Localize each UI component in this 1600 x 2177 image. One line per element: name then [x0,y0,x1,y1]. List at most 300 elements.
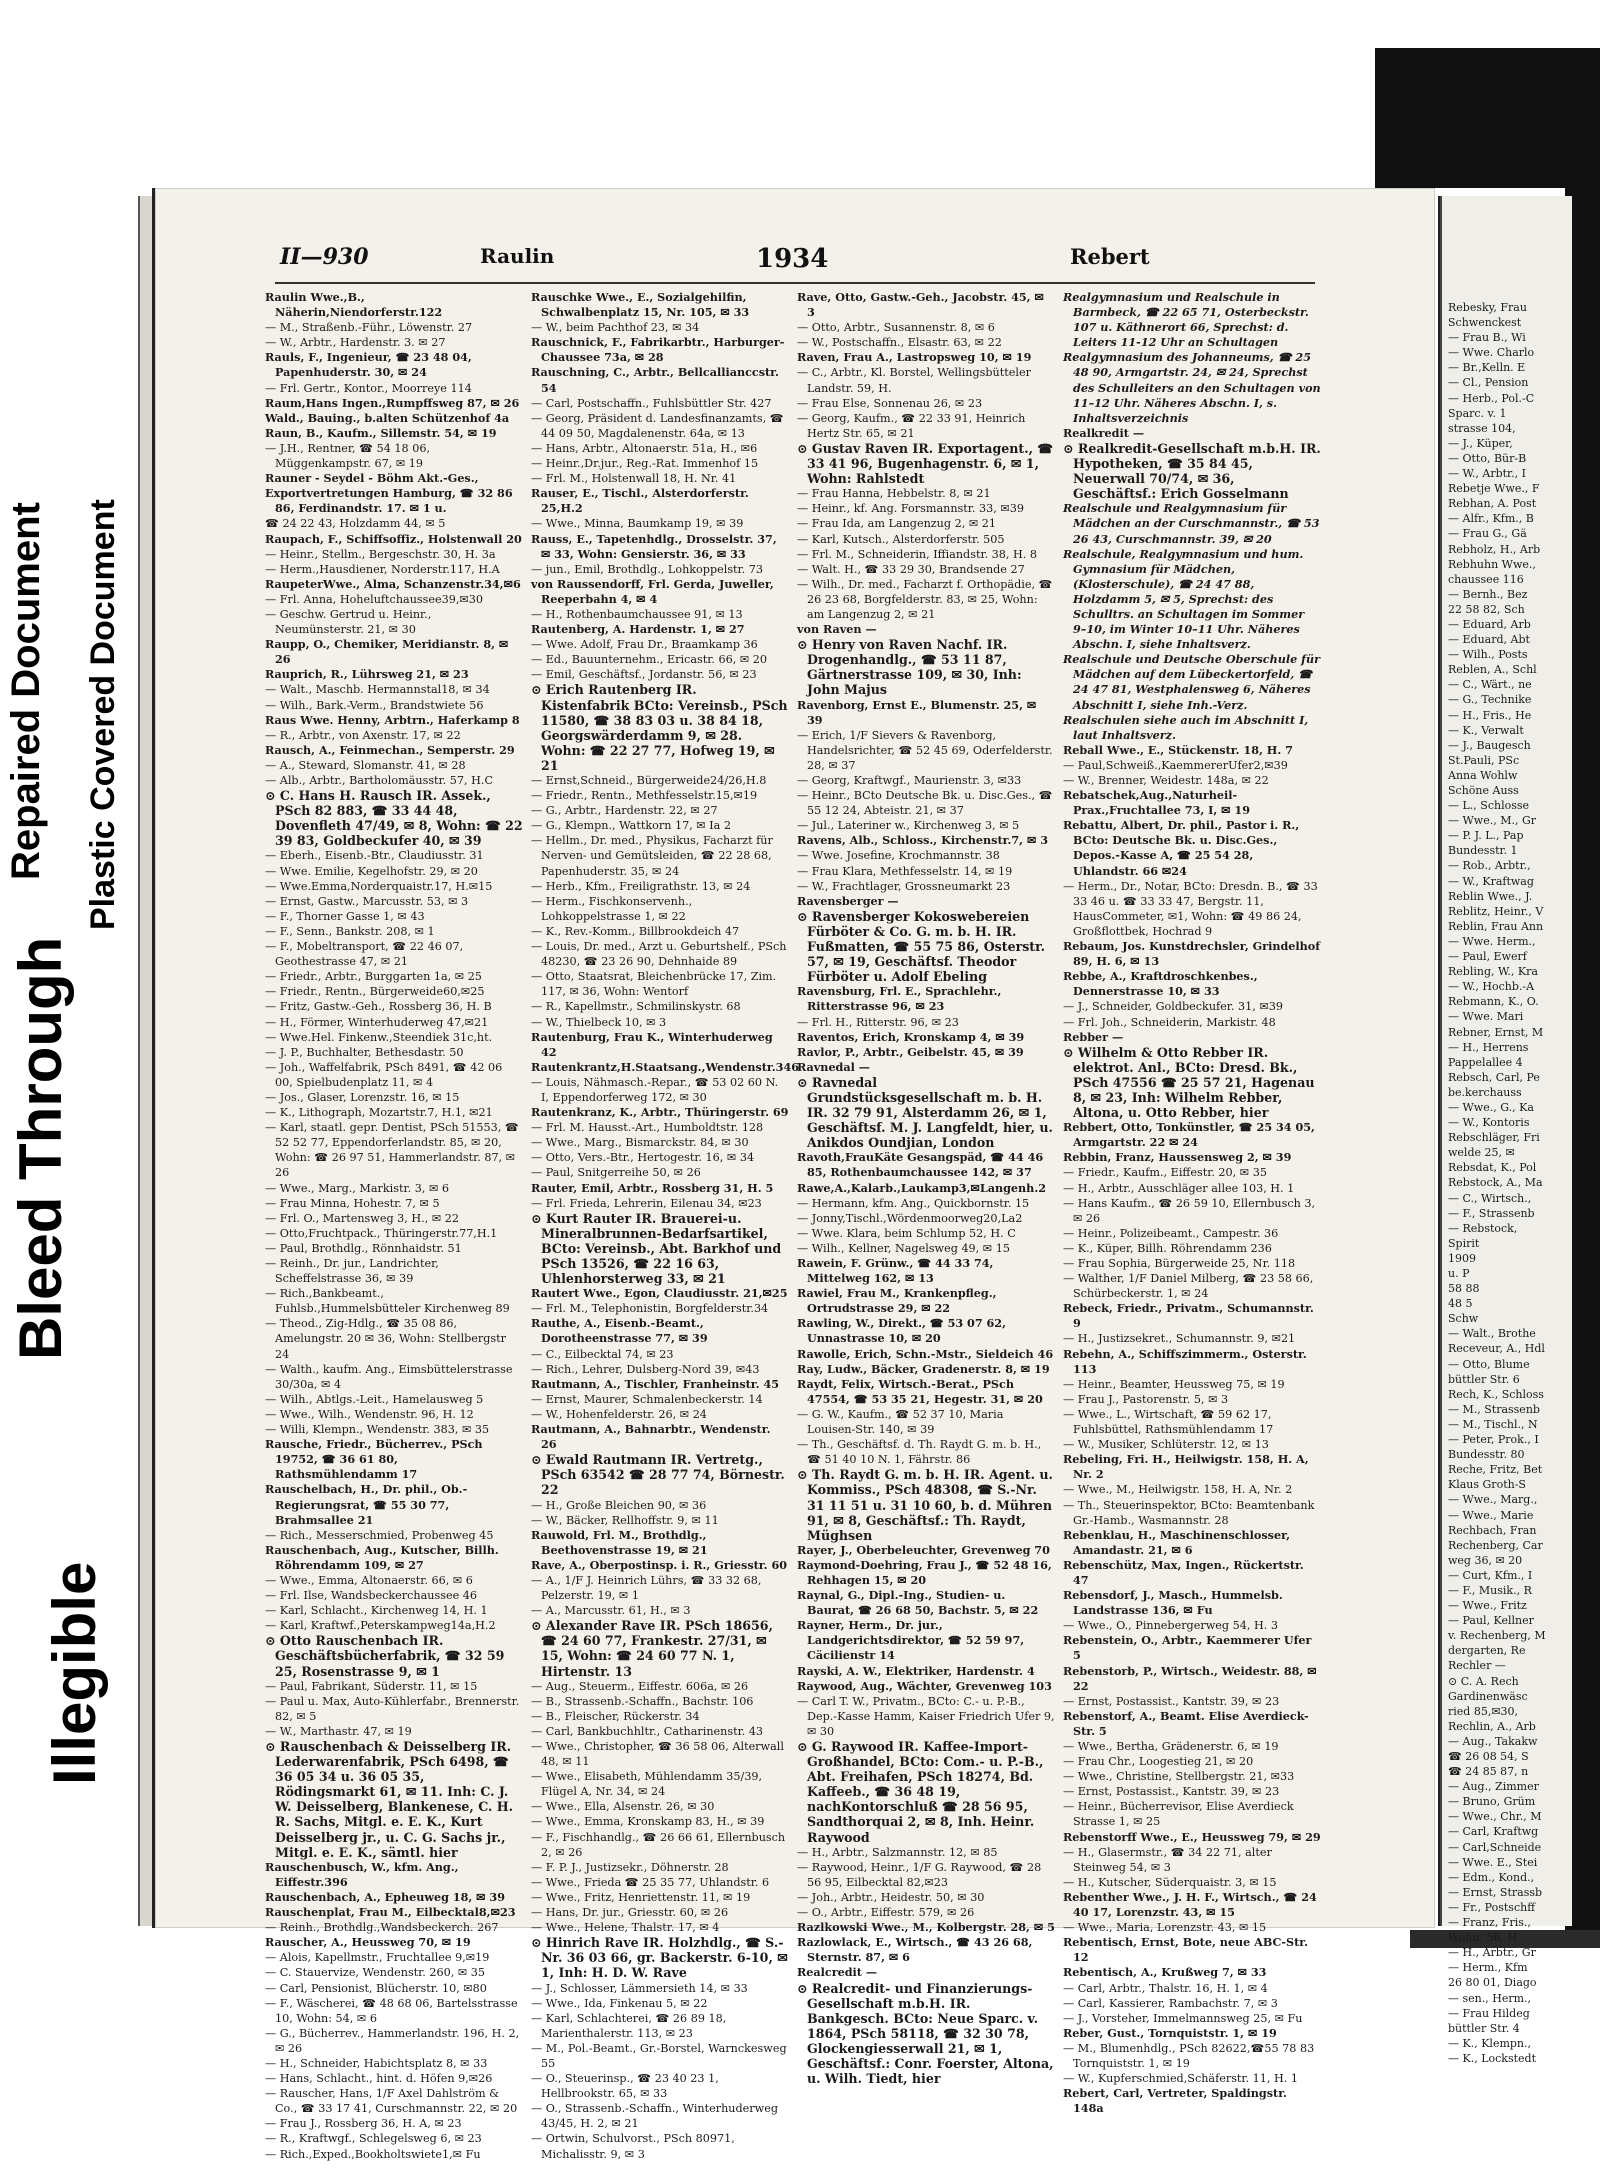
directory-entry: — Frl. M. Hausst.-Art., Humboldtstr. 128 [531,1121,764,1135]
directory-entry: — Wwe., Emma, Kronskamp 83, H., ✉ 39 [531,1815,765,1829]
directory-page [152,188,1435,2161]
adjacent-entry-fragment: — Walt., Brothe [1448,1327,1536,1341]
directory-entry: — Jonny,Tischl.,Wördenmoorweg20,La2 [797,1211,1023,1225]
directory-entry: Raulin Wwe.,B., Näherin,Niendorferstr.122 [265,290,443,320]
adjacent-entry-fragment: — L., Schlosse [1448,799,1530,813]
adjacent-entry-fragment: Reblin, Frau Ann [1448,919,1544,933]
directory-entry: — Frau Minna, Hohestr. 7, ✉ 5 [265,1196,440,1210]
directory-entry: — Wwe.Hel. Finkenw.,Steendiek 31c,ht. [265,1030,493,1044]
directory-entry: Raydt, Felix, Wirtsch.-Berat., PSch 47554, ☎ 53 35 21, Hegestr. 31, ✉ 20 [797,1376,1043,1406]
directory-entry: — Wwe. Klara, beim Schlump 52, H. C [797,1226,1016,1240]
directory-entry: — Otto, Staatsrat, Bleichenbrücke 17, Zim. 117, ✉ 36, Wohn: Wentorf [531,970,777,999]
directory-entry: — H., Rothenbaumchaussee 91, ✉ 13 [531,607,743,621]
directory-entry: — Georg, Präsident d. Landesfinanzamts, ☎ 44 09 50, Magdalenenstr. 64a, ✉ 13 [531,411,784,440]
directory-entry: — O., Strassenb.-Schaffn., Winterhuderweg 43/45, H. 2, ✉ 21 [531,2102,778,2131]
adjacent-entry-fragment: Spirit [1448,1236,1480,1250]
directory-entry: — Herm., Fischkonservenh., Lohkoppelstrasse 1, ✉ 22 [531,894,693,923]
directory-entry: Rebeling, Fri. H., Heilwigstr. 158, H. A, Nr. 2 [1063,1452,1309,1482]
directory-entry: — Walth., kaufm. Ang., Eimsbüttelerstrasse 30/30a, ✉ 4 [265,1362,513,1391]
scan-background-top [1375,48,1600,188]
directory-entry: — Karl, staatl. gepr. Dentist, PSch 51553, ☎ 52 52 77, Eppendorferlandstr. 85, ✉ 20, Wohn: ☎ 26 97 51, Hammerlandstr. 87, ✉ 26 [265,1121,519,1180]
directory-entry: — Frl. Gertr., Kontor., Moorreye 114 [265,381,472,395]
adjacent-entry-fragment: dergarten, Re [1448,1644,1526,1658]
directory-entry: — Rich.,Exped.,Bookholtswiete1,✉ Fu [265,2147,481,2161]
directory-entry: — jun., Emil, Brothdlg., Lohkoppelstr. 73 [531,562,764,576]
directory-entry: — W., Brenner, Weidestr. 148a, ✉ 22 [1063,774,1269,787]
directory-entry: — Frl. Anna, Hoheluftchaussee39,✉30 [265,592,484,606]
adjacent-entry-fragment: — H., Herrens [1448,1040,1529,1054]
adjacent-entry-fragment: Rebschläger, Fri [1448,1131,1540,1145]
directory-entry: — Rich., Lehrer, Dulsberg-Nord 39, ✉43 [531,1362,760,1376]
directory-entry: Reball Wwe., E., Stückenstr. 18, H. 7 [1063,742,1293,757]
directory-entry: — F. P. J., Justizsekr., Döhnerstr. 28 [531,1860,729,1874]
directory-entry: ⊙ C. Hans H. Rausch IR. Assek., PSch 82 883, ☎ 33 44 48, Dovenfleth 47/49, ✉ 8, Wohn: ☎ 22 39 83, Goldbeckufer 40, ✉ 39 [265,788,523,849]
directory-entry: — Wilh., Bark.-Verm., Brandstwiete 56 [265,698,484,712]
directory-entry: — G., Arbtr., Hardenstr. 22, ✉ 27 [531,804,718,818]
directory-entry: Rawiel, Frau M., Krankenpfleg., Ortrudstrasse 29, ✉ 22 [797,1286,997,1316]
adjacent-entry-fragment: — P. J. L., Pap [1448,829,1524,843]
directory-entry: — Alois, Kapellmstr., Fruchtallee 9,✉19 [265,1951,490,1965]
adjacent-entry-fragment: — W., Kraftwag [1448,874,1534,888]
directory-entry: — Georg, Kaufm., ☎ 22 33 91, Heinrich Hertz Str. 65, ✉ 21 [797,411,1026,440]
directory-entry: ⊙ Erich Rautenberg IR. Kistenfabrik BCto: Vereinsb., PSch 11580, ☎ 38 83 03 u. 38 84 18, Georgswärderdamm 9, ✉ 28. Wohn: ☎ 22 27 77, Hofweg 19, ✉ 21 [531,682,788,773]
directory-entry: Ravlor, P., Arbtr., Geibelstr. 45, ✉ 39 [797,1044,1024,1059]
adjacent-entry-fragment: Rebsdat, K., Pol [1448,1161,1537,1175]
adjacent-entry-fragment: Anna Wohlw [1448,768,1518,782]
directory-entry: — C., Eilbecktal 74, ✉ 23 [531,1347,674,1361]
adjacent-entry-fragment: Schöne Auss [1448,784,1519,797]
directory-entry: — Wwe., O., Pinnebergerweg 54, H. 3 [1063,1619,1278,1633]
directory-entry: Razlowlack, E., Wirtsch., ☎ 43 26 68, Sternstr. 87, ✉ 6 [797,1935,1033,1965]
directory-entry: Rebentisch, Ernst, Bote, neue ABC-Str. 12 [1063,1935,1309,1965]
directory-entry: — J. P., Buchhalter, Bethesdastr. 50 [265,1045,464,1059]
directory-entry: — Frl. Ilse, Wandsbeckerchaussee 46 [265,1589,477,1603]
directory-entry: Rawe,A.,Kalarb.,Laukamp3,✉Langenh.2 [797,1180,1046,1195]
directory-entry: — Ed., Bauunternehm., Ericastr. 66, ✉ 20 [531,653,768,667]
header-first-entry: Raulin [480,244,555,268]
directory-entry: — Heinr., Beamter, Heussweg 75, ✉ 19 [1063,1377,1285,1391]
adjacent-entry-fragment: — Wwe. E., Stei [1448,1855,1538,1869]
adjacent-entry-fragment: — Cl., Pension [1448,376,1529,390]
adjacent-entry-fragment: — Aug., Zimmer [1448,1780,1539,1794]
directory-entry: — Ernst, Postassist., Kantstr. 39, ✉ 23 [1063,1785,1280,1799]
directory-entry: — Wwe., Elisabeth, Mühlendamm 35/39, Flügel A, Nr. 34, ✉ 24 [531,1770,763,1799]
directory-entry: — G., Klempn., Wattkorn 17, ✉ Ia 2 [531,819,732,833]
directory-entry: — Wwe., Bertha, Grädenerstr. 6, ✉ 19 [1063,1740,1279,1753]
directory-entry: — H., Justizsekret., Schumannstr. 9, ✉21 [1063,1332,1296,1346]
directory-entry: — R., Kraftwgf., Schlegelsweg 6, ✉ 23 [265,2132,482,2146]
directory-entry: — Wwe., Emma, Altonaerstr. 66, ✉ 6 [265,1573,473,1587]
directory-entry: — O., Steuerinsp., ☎ 23 40 23 1, Hellbrookstr. 65, ✉ 33 [531,2072,719,2101]
directory-entry: Rebenstorf, A., Beamt. Elise Averdieck-Str. 5 [1063,1708,1309,1738]
adjacent-entry-fragment: — Carl, Kraftwg [1448,1825,1539,1839]
directory-entry: Ravoth,FrauKäte Gesangspäd, ☎ 44 46 85, Rothenbaumchaussee 142, ✉ 37 [797,1150,1044,1180]
directory-entry: — Walt. H., ☎ 33 29 30, Brandsende 27 [797,562,1025,576]
adjacent-entry-fragment: ⊙ C. A. Rech [1448,1674,1519,1688]
directory-entry: — H., Kutscher, Süderquaistr. 3, ✉ 15 [1063,1875,1277,1889]
directory-entry: ⊙ Realkredit-Gesellschaft m.b.H. IR. Hypotheken, ☎ 35 84 45, Neuerwall 70/74, ✉ 36, Geschäftsf.: Erich Gosselmann [1063,440,1321,502]
directory-entry: Rawolle, Erich, Schn.-Mstr., Sieldeich 46 [797,1346,1054,1361]
adjacent-entry-fragment: 1909 [1448,1251,1476,1265]
directory-entry: — H., Glasermstr., ☎ 34 22 71, alter Steinweg 54, ✉ 3 [1063,1845,1272,1874]
directory-entry: — Hans, Dr. jur., Griesstr. 60, ✉ 26 [531,1906,729,1920]
adjacent-entry-fragment: 26 80 01, Diago [1448,1976,1537,1990]
directory-entry: — Wwe., Ella, Alsenstr. 26, ✉ 30 [531,1800,715,1814]
directory-entry: — Eberh., Eisenb.-Btr., Claudiusstr. 31 [265,849,484,863]
adjacent-entry-fragment: büttler Str. 4 [1448,2021,1520,2035]
directory-entry: — Wilh., Kellner, Nagelsweg 49, ✉ 15 [797,1241,1010,1255]
adjacent-entry-fragment: — Peter, Prok., I [1448,1433,1539,1447]
directory-entry: — Carl T. W., Privatm., BCto: C.- u. P.-B., Dep.-Kasse Hamm, Kaiser Friedrich Ufer 9, ✉ 30 [797,1694,1055,1738]
directory-entry: — Hermann, kfm. Ang., Quickbornstr. 15 [797,1196,1030,1210]
directory-entry: — K., Lithograph, Mozartstr.7, H.1, ✉21 [265,1106,493,1120]
directory-entry: — Friedr., Rentn., Bürgerweide60,✉25 [265,985,485,999]
adjacent-entry-fragment: — Eduard, Abt [1448,633,1530,647]
directory-entry: Rautmann, A., Bahnarbtr., Wendenstr. 26 [531,1422,771,1452]
directory-entry: ⊙ Hinrich Rave IR. Holzhdlg., ☎ S.-Nr. 36 03 66, gr. Backerstr. 6-10, ✉ 1, Inh: H. D. W. Rave [531,1935,788,1981]
directory-entry: Rautenberg, A. Hardenstr. 1, ✉ 27 [531,622,745,637]
directory-entry: — Karl, Kutsch., Alsterdorferstr. 505 [797,532,1005,546]
adjacent-entry-fragment: Schwenckest [1448,316,1522,330]
adjacent-entry-fragment: Rechbach, Fran [1448,1523,1537,1537]
adjacent-entry-fragment: — Otto, Bür-B [1448,451,1527,465]
directory-entry: Rautert Wwe., Egon, Claudiusstr. 21,✉25 [531,1286,788,1301]
adjacent-entry-fragment: — K., Lockstedt [1448,2051,1536,2065]
adjacent-entry-fragment: — Bruno, Grüm [1448,1795,1536,1809]
directory-entry: — W., Musiker, Schlüterstr. 12, ✉ 13 [1063,1438,1269,1452]
adjacent-entry-fragment: welde 25, ✉ [1448,1146,1515,1160]
directory-entry: — O., Arbtr., Eiffestr. 579, ✉ 26 [797,1906,975,1920]
directory-entry: Rauschenplat, Frau M., Eilbecktal8,✉23 [265,1905,516,1920]
directory-entry: — Frau Hanna, Hebbelstr. 8, ✉ 21 [797,487,991,501]
adjacent-entry-fragment: Rebhuhn Wwe., [1448,557,1536,571]
directory-entry: — Paul, Fabrikant, Süderstr. 11, ✉ 15 [265,1679,478,1693]
directory-entry: — F., Wäscherei, ☎ 48 68 06, Bartelsstrasse 10, Wohn: 54, ✉ 6 [265,1996,518,2025]
adjacent-entry-fragment: — Rebstock, [1448,1221,1518,1235]
directory-entry: — Heinr., kf. Ang. Forsmannstr. 33, ✉39 [797,502,1024,516]
adjacent-entry-fragment: 58 88 [1448,1282,1480,1296]
directory-entry: Rauter, Emil, Arbtr., Rossberg 31, H. 5 [531,1180,774,1195]
directory-entry: — Wwe., Frieda ☎ 25 35 77, Uhlandstr. 6 [531,1875,770,1889]
directory-entry: — Joh., Waffelfabrik, PSch 8491, ☎ 42 06 00, Spielbudenplatz 11, ✉ 4 [265,1060,503,1089]
adjacent-entry-fragment: — Ernst, Strassb [1448,1885,1543,1899]
adjacent-entry-fragment: Schw [1448,1312,1479,1326]
directory-entry: Ray, Ludw., Bäcker, Gradenerstr. 8, ✉ 19 [797,1361,1050,1376]
directory-entry: ⊙ Alexander Rave IR. PSch 18656, ☎ 24 60 77, Frankestr. 27/31, ✉ 15, Wohn: ☎ 24 60 77 N. 1, Hirtenstr. 13 [531,1618,773,1679]
directory-entry: — H., Arbtr., Ausschläger allee 103, H. 1 [1063,1181,1295,1195]
adjacent-entry-fragment: — W., Arbtr., I [1448,467,1526,481]
adjacent-entry-fragment: — Wwe., Marg., [1448,1493,1538,1507]
adjacent-entry-fragment: ☎ 24 85 87, n [1448,1765,1529,1779]
directory-entry: — Wwe., Maria, Lorenzstr. 43, ✉ 15 [1063,1921,1267,1935]
stamp-bleed-through: Bleed Through [7,936,74,1360]
directory-entry: Rauner - Seydel - Böhm Akt.-Ges., [265,471,479,486]
directory-column-1 [265,290,523,2161]
directory-entry: Realschule, Realgymnasium und hum. Gymnasium für Mädchen, (Klosterschule), ☎ 24 47 88, Holzdamm 5, ✉ 5, Sprechst: des Schulltrs. an Schultagen im Sommer 9–10, im Winter 10–11 Uhr. Näheres Abschn. I, siehe Inhaltsverz. [1063,546,1305,652]
directory-entry: Rauschenbach, Aug., Kutscher, Billh. Röhrendamm 109, ✉ 27 [265,1542,499,1572]
directory-entry: — Alb., Arbtr., Bartholomäusstr. 57, H.C [265,774,494,787]
directory-entry: — Frl. Joh., Schneiderin, Markistr. 48 [1063,1015,1276,1029]
directory-entry: — Frl. Frieda, Lehrerin, Eilenau 34, ✉23 [531,1196,762,1210]
directory-entry: Rauss, E., Tapetenhdlg., Drosselstr. 37, ✉ 33, Wohn: Gensierstr. 36, ✉ 33 [531,531,777,561]
directory-entry: — Wwe., L., Wirtschaft, ☎ 59 62 17, Fuhlsbüttel, Rathsmühlendamm 17 [1063,1407,1274,1437]
adjacent-entry-fragment: Receveur, A., Hdl [1448,1342,1545,1356]
directory-entry: Rebbert, Otto, Tonkünstler, ☎ 25 34 05, Armgartstr. 22 ✉ 24 [1063,1120,1315,1150]
adjacent-entry-fragment: — sen., Herm., [1448,1991,1532,2005]
directory-entry: — Hans, Schlacht., hint. d. Höfen 9,✉26 [265,2072,493,2086]
adjacent-entry-fragment: — Wwe. Herm., [1448,934,1536,948]
directory-entry: Rave, A., Oberpostinsp. i. R., Griesstr. 60 [531,1557,788,1572]
directory-entry: ⊙ Ravnedal Grundstücksgesellschaft m. b. H. IR. 32 79 91, Alsterdamm 26, ✉ 1, Geschäftsf. M. J. Langfeldt, hier, u. Anikdos Oundjian, London [797,1074,1053,1151]
directory-entry: Rebber — [1063,1029,1124,1044]
header-last-entry: Rebert [1070,244,1150,269]
adjacent-entry-fragment: — H., Fris., He [1448,708,1532,722]
adjacent-entry-fragment: Pappelallee 4 [1448,1055,1523,1069]
directory-entry: — G. W., Kaufm., ☎ 52 37 10, Maria Louisen-Str. 140, ✉ 39 [797,1407,1004,1437]
adjacent-entry-fragment: weg 36, ✉ 20 [1448,1553,1523,1567]
directory-entry: — M., Blumenhdlg., PSch 82622,☎55 78 83 Tornquiststr. 1, ✉ 19 [1063,2041,1315,2070]
adjacent-entry-fragment: — Otto, Blume [1448,1357,1530,1371]
adjacent-entry-fragment: 22 58 82, Sch [1448,602,1525,616]
directory-entry: Rawling, W., Direkt., ☎ 53 07 62, Unnastrasse 10, ✉ 20 [797,1316,1006,1346]
directory-entry: Raus Wwe. Henny, Arbtrn., Haferkamp 8 [265,712,520,727]
directory-entry: — Erich, 1/F Sievers & Ravenborg, Handelsrichter, ☎ 52 45 69, Oderfelderstr. 28, ✉ 37 [797,728,1053,772]
directory-entry: Rebensdorf, J., Masch., Hummelsb. Landstrasse 136, ✉ Fu [1063,1588,1283,1618]
directory-entry: Realschule und Realgymnasium für Mädchen an der Curschmannstr., ☎ 53 26 43, Curschmannstr. 39, ✉ 20 [1063,501,1320,546]
adjacent-entry-fragment: Rebesky, Frau [1448,301,1527,314]
directory-entry: — R., Arbtr., von Axenstr. 17, ✉ 22 [265,728,461,742]
directory-entry: — F., Senn., Bankstr. 208, ✉ 1 [265,924,435,938]
directory-entry: — Geschw. Gertrud u. Heinr., Neumünsterstr. 21, ✉ 30 [265,607,432,637]
adjacent-entry-fragment: Rebhan, A. Post [1448,497,1537,511]
directory-entry: — Wwe., Minna, Baumkamp 19, ✉ 39 [531,517,744,531]
directory-entry: — Frau Ida, am Langenzug 2, ✉ 21 [797,517,996,531]
adjacent-entry-fragment: — Curt, Kfm., I [1448,1568,1533,1582]
directory-entry: Rauls, F., Ingenieur, ☎ 23 48 04, Papenhuderstr. 30, ✉ 24 [265,350,472,380]
directory-entry: — Wwe., Marg., Bismarckstr. 84, ✉ 30 [531,1136,749,1150]
directory-entry: Raupach, F., Schiffsoffiz., Holstenwall 20 [265,531,522,546]
directory-column-2 [531,290,800,2161]
adjacent-entry-fragment: — Wwe., M., Gr [1448,814,1537,828]
directory-entry: — Friedr., Kaufm., Eiffestr. 20, ✉ 35 [1063,1166,1267,1180]
adjacent-entry-fragment: — Eduard, Arb [1448,617,1531,631]
adjacent-entry-fragment: Rebholz, H., Arb [1448,542,1541,556]
stamp-illegible: Illegible [41,1561,108,1785]
directory-entry: RaupeterWwe., Alma, Schanzenstr.34,✉6 [265,576,521,591]
directory-entry: von Raussendorff, Frl. Gerda, Juweller, Reeperbahn 4, ✉ 4 [531,576,774,606]
adjacent-entry-fragment: ried 85,✉30, [1448,1704,1519,1718]
directory-entry: — Rich., Messerschmied, Probenweg 45 [265,1528,494,1542]
directory-entry: Rebentisch, A., Krußweg 7, ✉ 33 [1063,1965,1267,1980]
directory-entry: — Heinr.,Dr.jur., Reg.-Rat. Immenhof 15 [531,457,759,471]
adjacent-entry-fragment: Rebner, Ernst, M [1448,1025,1544,1039]
directory-entry: — Wwe., Helene, Thalstr. 17, ✉ 4 [531,1921,720,1935]
directory-entry: — K., Küper, Billh. Röhrendamm 236 [1063,1241,1272,1255]
adjacent-entry-fragment: — Wwe., Marie [1448,1508,1534,1522]
directory-entry: Rebbe, A., Kraftdroschkenbes., Dennerstrasse 10, ✉ 33 [1063,969,1258,999]
directory-entry: — Paul, Snitgerreihe 50, ✉ 26 [531,1166,701,1180]
directory-entry: — Wwe., Christopher, ☎ 36 58 06, Alterwall 48, ✉ 11 [531,1740,784,1769]
directory-entry: — R., Kapellmstr., Schmilinskystr. 68 [531,1000,741,1014]
directory-entry: — Ernst, Maurer, Schmalenbeckerstr. 14 [531,1392,763,1406]
adjacent-entry-fragment: — M., Tischl., N [1448,1417,1538,1431]
directory-entry: — H., Förmer, Winterhuderweg 47,✉21 [265,1015,489,1029]
directory-entry: Realschule und Deutsche Oberschule für Mädchen auf dem Lübeckertorfeld, ☎ 24 47 81, Westphalensweg 6, Näheres Abschnitt I, siehe Inh.-Verz. [1063,652,1320,712]
directory-entry: — Wwe., Wilh., Wendenstr. 96, H. 12 [265,1407,474,1421]
adjacent-entry-fragment: — Fr., Postschff [1448,1900,1536,1914]
adjacent-entry-fragment: Reblitz, Heinr., V [1448,904,1544,918]
directory-entry: — Frau Klara, Methfesselstr. 14, ✉ 19 [797,864,1013,878]
directory-entry: — H., Arbtr., Salzmannstr. 12, ✉ 85 [797,1845,998,1859]
stamp-plastic-covered: Plastic Covered Document [84,499,122,930]
directory-entry: — M., Straßenb.-Führ., Löwenstr. 27 [265,321,473,335]
directory-entry: — B., Strassenb.-Schaffn., Bachstr. 106 [531,1694,754,1708]
directory-entry: ⊙ Wilhelm & Otto Rebber IR. elektrot. Anl., BCto: Dresd. Bk., PSch 47556 ☎ 25 57 21, Hagenau 8, ✉ 23, Inh: Wilhelm Rebber, Altona, u. Otto Rebber, hier [1063,1044,1315,1121]
directory-entry: — Rich.,Bankbeamt., Fuhlsb.,Hummelsbütteler Kirchenweg 89 [265,1287,510,1316]
directory-entry: — Carl, Pensionist, Blücherstr. 10, ✉80 [265,1981,487,1995]
directory-entry: — B., Fleischer, Rückerstr. 34 [531,1709,700,1723]
adjacent-entry-fragment: Reblin Wwe., J. [1448,889,1533,903]
adjacent-entry-fragment: be.kerchauss [1448,1085,1522,1099]
directory-entry: Rauschenbach, A., Epheuweg 18, ✉ 39 [265,1889,506,1904]
directory-entry: — Frl. M., Telephonistin, Borgfelderstr.34 [531,1302,769,1316]
directory-entry: — J., Vorsteher, Immelmannsweg 25, ✉ Fu [1063,2011,1303,2025]
directory-entry: — Wwe., Ida, Finkenau 5, ✉ 22 [531,1996,708,2010]
adjacent-entry-fragment: — C., Wirtsch., [1448,1191,1532,1205]
header-year: 1934 [756,244,829,274]
adjacent-entry-fragment: strasse 104, [1448,421,1516,435]
adjacent-entry-fragment: — H., Arbtr., Gr [1448,1946,1536,1960]
directory-entry: Raum,Hans Ingen.,Rumpffsweg 87, ✉ 26 [265,395,520,410]
adjacent-entry-fragment: Rebetje Wwe., F [1448,482,1540,496]
directory-entry: Raun, B., Kaufm., Sillemstr. 54, ✉ 19 [265,425,497,440]
directory-entry: — M., Pol.-Beamt., Gr.-Borstel, Warnckesweg 55 [531,2041,787,2070]
directory-entry: — Hans, Arbtr., Altonaerstr. 51a, H., ✉6 [531,441,758,455]
adjacent-entry-fragment: Rebsch, Carl, Pe [1448,1070,1540,1084]
adjacent-entry-fragment: — Wwe., Fritz [1448,1599,1527,1613]
directory-entry: — Willi, Klempn., Wendenstr. 383, ✉ 35 [265,1423,490,1437]
directory-entry: Exportvertretungen Hamburg, ☎ 32 86 86, Ferdinandstr. 17. ✉ 1 u. [265,486,513,516]
directory-entry: — G., Bücherrev., Hammerlandstr. 196, H. 2, ✉ 26 [265,2026,520,2055]
adjacent-entry-fragment: — J., Baugesch [1448,738,1531,752]
directory-entry: Razlkowski Wwe., M., Kolbergstr. 28, ✉ 5 [797,1920,1055,1935]
adjacent-page-column [1448,300,1568,2066]
directory-entry: — Wwe. Emilie, Kegelhofstr. 29, ✉ 20 [265,864,478,878]
directory-entry: — Frau J., Pastorenstr. 5, ✉ 3 [1063,1392,1229,1406]
directory-entry: Wald., Bauing., b.alten Schützenhof 4a [265,410,510,425]
directory-column-3 [797,290,1055,2087]
directory-entry: — Karl, Schlacht., Kirchenweg 14, H. 1 [265,1604,488,1618]
adjacent-entry-fragment: Rechenberg, Car [1448,1538,1543,1552]
directory-entry: — W., Marthastr. 47, ✉ 19 [265,1724,412,1738]
directory-entry: — W., Bäcker, Rellhoffstr. 9, ✉ 11 [531,1513,719,1527]
directory-entry: — Georg, Kraftwgf., Maurienstr. 3, ✉33 [797,774,1022,787]
directory-entry: — Rauscher, Hans, 1/F Axel Dahlström & Co., ☎ 33 17 41, Curschmannstr. 22, ✉ 20 [265,2087,518,2116]
directory-entry: — Emil, Geschäftsf., Jordanstr. 56, ✉ 23 [531,668,757,682]
directory-entry: Ravnedal — [797,1059,870,1074]
directory-entry: — Herb., Kfm., Freiligrathstr. 13, ✉ 24 [531,879,751,893]
directory-entry: — J., Schlosser, Lämmersieth 14, ✉ 33 [531,1981,748,1995]
directory-entry: — Jos., Glaser, Lorenzstr. 16, ✉ 15 [265,1090,460,1104]
directory-entry: — Ernst, Postassist., Kantstr. 39, ✉ 23 [1063,1694,1280,1708]
adjacent-entry-fragment: — Alfr., Kfm., B [1448,512,1534,526]
directory-entry: — Friedr., Arbtr., Burggarten 1a, ✉ 25 [265,970,482,984]
directory-entry: — A., Steward, Slomanstr. 41, ✉ 28 [265,758,466,772]
directory-entry: Rauschke Wwe., E., Sozialgehilfin, Schwalbenplatz 15, Nr. 105, ✉ 33 [531,290,750,320]
directory-entry: Rebenstorb, P., Wirtsch., Weidestr. 88, ✉22 [1063,1663,1317,1693]
directory-entry: — Frau Chr., Loogestieg 21, ✉ 20 [1063,1755,1254,1769]
directory-entry: Rebenther Wwe., J. H. F., Wirtsch., ☎ 24 40 17, Lorenzstr. 43, ✉ 15 [1063,1889,1317,1920]
directory-entry: Rebeck, Friedr., Privatm., Schumannstr. 9 [1063,1301,1314,1331]
directory-entry: Raven, Frau A., Lastropsweg 10, ✉ 19 [797,350,1032,365]
directory-entry: — C. Stauervize, Wendenstr. 260, ✉ 35 [265,1966,486,1980]
adjacent-entry-fragment: — Carl,Schneide [1448,1840,1542,1854]
directory-entry: — Frl. M., Holstenwall 18, H. Nr. 41 [531,472,737,486]
directory-entry: Rauprich, R., Lührsweg 21, ✉ 23 [265,667,469,682]
adjacent-entry-fragment: — W., Hochb.-A [1448,980,1535,994]
directory-column-4 [1063,290,1321,2116]
adjacent-entry-fragment: Wohn: 56, H [1448,1931,1518,1945]
directory-entry: Rebatschek,Aug.,Naturheil-Prax.,Fruchtallee 73, I, ✉ 19 [1063,788,1251,818]
adjacent-entry-fragment: büttler Str. 6 [1448,1372,1520,1386]
adjacent-entry-fragment: — Edm., Kond., [1448,1870,1535,1884]
directory-entry: — Th., Steuerinspektor, BCto: Beamtenbank Gr.-Hamb., Wasmannstr. 28 [1063,1498,1315,1527]
directory-entry: — Carl, Postschaffn., Fuhlsbüttler Str. 427 [531,396,772,410]
directory-entry: — Ortwin, Schulvorst., PSch 80971, Michalisstr. 9, ✉ 3 [531,2132,735,2161]
directory-entry: — Wilh., Abtlgs.-Leit., Hamelausweg 5 [265,1392,484,1406]
directory-entry: Rayer, J., Oberbeleuchter, Grevenweg 70 [797,1542,1050,1557]
directory-entry: — Heinr., Stellm., Bergeschstr. 30, H. 3a [265,547,496,561]
adjacent-entry-fragment: Gardinenwäsc [1448,1689,1528,1703]
adjacent-entry-fragment: — F., Strassenb [1448,1206,1535,1220]
adjacent-entry-fragment: — C., Wärt., ne [1448,678,1532,692]
directory-entry: Raymond-Doehring, Frau J., ☎ 52 48 16, Rehhagen 15, ✉ 20 [797,1557,1052,1587]
directory-entry: — Aug., Steuerm., Eiffestr. 606a, ✉ 26 [531,1679,749,1693]
directory-entry: — Heinr., Polizeibeamt., Campestr. 36 [1063,1226,1279,1240]
directory-entry: Rebehn, A., Schiffszimmerm., Osterstr. 113 [1063,1346,1307,1376]
adjacent-entry-fragment: — M., Strassenb [1448,1402,1540,1416]
directory-entry: ⊙ Rauschenbach & Deisselberg IR. Lederwarenfabrik, PSch 6498, ☎ 36 05 34 u. 36 05 35, Rödingsmarkt 61, ✉ 11. Inh: C. J. W. Deisselberg, Blankenese, C. H. R. Sachs, Mitgl. e. E. K., Kurt Deisselberg jr., u. C. G. Sachs jr., Mitgl. e. E. K., sämtl. hier [265,1739,514,1860]
adjacent-entry-fragment: — Wilh., Posts [1448,648,1528,662]
directory-entry: ⊙ Kurt Rauter IR. Brauerei-u. Mineralbrunnen-Bedarfsartikel, BCto: Vereinsb., Abt. Barkhof und PSch 13526, ☎ 22 16 63, Uhlenhorsterweg 33, ✉ 21 [531,1210,782,1287]
directory-entry: — W., Postschaffn., Elsastr. 63, ✉ 22 [797,336,1002,350]
adjacent-entry-fragment: — F., Musik., R [1448,1583,1532,1597]
directory-entry: ⊙ Ewald Rautmann IR. Vertretg., PSch 63542 ☎ 28 77 74, Börnestr. 22 [531,1452,785,1498]
directory-entry: Rauschning, C., Arbtr., Bellcallianccstr. 54 [531,365,779,395]
adjacent-entry-fragment: Rechler — [1448,1659,1506,1673]
directory-entry: Realkredit — [1063,425,1145,440]
directory-entry: — Hans Kaufm., ☎ 26 59 10, Ellernbusch 3, ✉ 26 [1063,1196,1316,1225]
directory-entry: Rawein, F. Grünw., ☎ 44 33 74, Mittelweg 162, ✉ 13 [797,1256,994,1286]
directory-entry: — J.H., Rentner, ☎ 54 18 06, Müggenkampstr. 67, ✉ 19 [265,441,431,471]
directory-entry: ☎ 24 22 43, Holzdamm 44, ✉ 5 [265,517,446,531]
adjacent-entry-fragment: — Aug., Takakw [1448,1734,1538,1748]
directory-entry: Rave, Otto, Gastw.-Geh., Jacobstr. 45, ✉ 3 [797,290,1044,320]
directory-entry: Rebert, Carl, Vertreter, Spaldingstr. 148a [1063,2086,1287,2116]
directory-entry: — Otto,Fruchtpack., Thüringerstr.77,H.1 [265,1226,498,1240]
directory-entry: — Carl, Bankbuchhltr., Catharinenstr. 43 [531,1724,764,1738]
directory-entry: — Wwe. Adolf, Frau Dr., Braamkamp 36 [531,638,758,652]
directory-entry: — W., Frachtlager, Grossneumarkt 23 [797,879,1011,893]
directory-entry: Rebbin, Franz, Haussensweg 2, ✉ 39 [1063,1150,1292,1165]
directory-entry: — Frau Else, Sonnenau 26, ✉ 23 [797,396,983,410]
directory-entry: — F., Thorner Gasse 1, ✉ 43 [265,909,425,923]
adjacent-entry-fragment: Rebling, W., Kra [1448,965,1538,979]
page-header [280,244,1310,284]
directory-entry: — Wwe., Fritz, Henriettenstr. 11, ✉ 19 [531,1890,751,1904]
directory-entry: ⊙ Gustav Raven IR. Exportagent., ☎ 33 41 96, Bugenhagenstr. 6, ✉ 1, Wohn: Rahlstedt [797,440,1054,487]
directory-entry: — Ernst,Schneid., Bürgerweide24/26,H.8 [531,774,767,787]
